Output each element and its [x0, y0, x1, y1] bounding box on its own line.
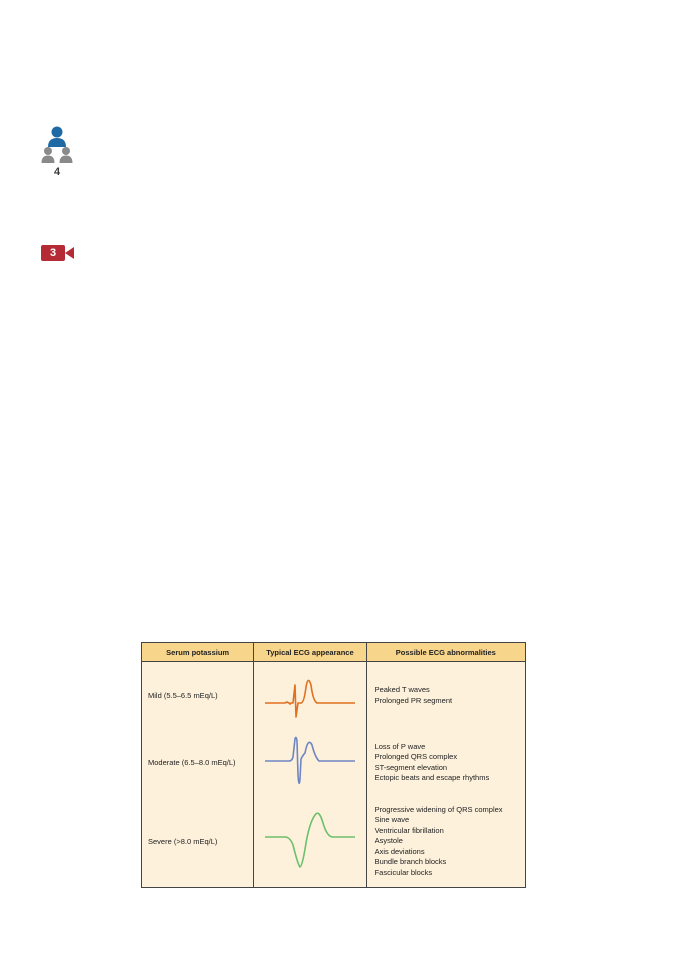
- abnormality-item: Prolonged PR segment: [374, 695, 453, 705]
- abnormalities-list: [366, 796, 525, 888]
- header-typical-ecg: Typical ECG appearance: [254, 643, 366, 662]
- ecg-trace-severe: [263, 805, 357, 877]
- table-row-mild: [142, 662, 526, 730]
- table-header-row: [142, 643, 526, 662]
- severity-label: Moderate (6.5–8.0 mEq/L): [142, 730, 254, 796]
- abnormality-item: Progressive widening of QRS complex: [374, 804, 503, 814]
- table-row-moderate: [142, 730, 526, 796]
- abnormality-item: Sine wave: [374, 815, 410, 824]
- hyperkalemia-ecg-table: [141, 642, 526, 888]
- ecg-trace-mild: [263, 673, 357, 719]
- abnormality-item: Bundle branch blocks: [374, 857, 447, 866]
- abnormalities-list: [366, 730, 525, 796]
- abnormalities-list: [366, 662, 525, 730]
- abnormality-item: Axis deviations: [374, 846, 425, 856]
- table-row-severe: [142, 796, 526, 888]
- video-number: 3: [49, 247, 57, 259]
- people-count: 4: [53, 166, 61, 178]
- abnormality-item: Fascicular blocks: [374, 867, 433, 877]
- abnormality-item: Ectopic beats and escape rhythms: [374, 773, 490, 782]
- abnormality-item: Prolonged QRS complex: [374, 752, 458, 761]
- abnormality-item: Loss of P wave: [374, 741, 426, 751]
- abnormality-item: Ventricular fibrillation: [374, 825, 444, 835]
- header-serum-potassium: Serum potassium: [142, 643, 254, 662]
- header-possible-abnormalities: Possible ECG abnormalities: [366, 643, 525, 662]
- severity-label: Severe (>8.0 mEq/L): [142, 796, 254, 888]
- abnormality-item: Asystole: [374, 836, 403, 845]
- ecg-trace-cell: [254, 662, 366, 730]
- severity-label: Mild (5.5–6.5 mEq/L): [142, 662, 254, 730]
- abnormality-item: Peaked T waves: [374, 685, 430, 695]
- abnormality-item: ST-segment elevation: [374, 762, 448, 772]
- ecg-trace-cell: [254, 730, 366, 796]
- ecg-trace-moderate: [263, 735, 357, 791]
- ecg-trace-cell: [254, 796, 366, 888]
